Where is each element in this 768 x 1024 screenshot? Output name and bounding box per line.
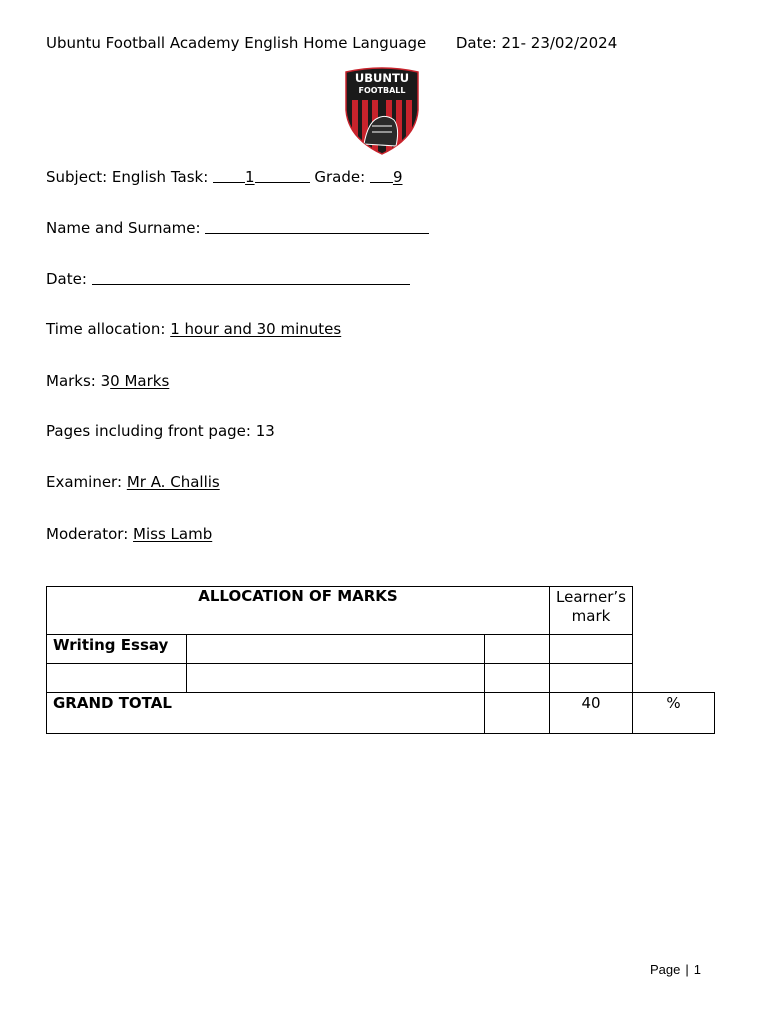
empty-label-cell[interactable]	[47, 664, 187, 693]
allocation-header: ALLOCATION OF MARKS	[47, 587, 550, 635]
moderator-label: Moderator:	[46, 525, 129, 543]
grand-total-value: 40	[550, 693, 633, 734]
moderator-value: Miss Lamb	[133, 525, 213, 543]
task-value: 1	[245, 168, 255, 186]
examiner-line	[46, 473, 220, 491]
task-blank-right[interactable]	[255, 168, 310, 183]
grade-blank[interactable]	[370, 168, 393, 183]
document-header	[46, 34, 617, 52]
name-line	[46, 218, 429, 237]
name-field[interactable]	[205, 219, 429, 234]
empty-total-cell[interactable]	[485, 664, 550, 693]
table-row	[47, 664, 715, 693]
page-separator: |	[685, 962, 689, 977]
pages-line	[46, 422, 275, 440]
grand-total-row	[47, 693, 715, 734]
examiner-value: Mr A. Challis	[126, 473, 220, 491]
grand-total-label: GRAND TOTAL	[47, 693, 485, 734]
grade-value: 9	[392, 168, 403, 186]
header-date: Date: 21- 23/02/2024	[455, 34, 618, 52]
table-header-row	[47, 587, 715, 635]
marks-value: 0 Marks	[110, 372, 170, 390]
table-row	[47, 635, 715, 664]
time-label: Time allocation:	[46, 320, 166, 338]
time-line	[46, 320, 341, 338]
examiner-label: Examiner:	[46, 473, 123, 491]
grade-label: Grade:	[314, 168, 366, 186]
moderator-line	[46, 525, 212, 543]
header-title: Ubuntu Football Academy English Home Language	[46, 34, 427, 52]
subject-label: Subject: English Task:	[46, 168, 209, 186]
logo-text-line1: UBUNTU	[354, 71, 410, 85]
ubuntu-football-logo	[342, 66, 422, 156]
empty-learner-mark[interactable]	[550, 664, 633, 693]
marks-label: Marks: 3	[46, 372, 111, 390]
task-blank-left[interactable]	[213, 168, 245, 183]
logo-text-line2: FOOTBALL	[358, 86, 406, 95]
writing-essay-label: Writing Essay	[47, 635, 187, 664]
allocation-of-marks-table	[46, 586, 715, 734]
date-field[interactable]	[92, 270, 410, 285]
empty-cell[interactable]	[187, 664, 485, 693]
pages-label: Pages including front page: 13	[46, 422, 275, 440]
writing-essay-total-cell[interactable]	[485, 635, 550, 664]
name-label: Name and Surname:	[46, 219, 201, 237]
time-value: 1 hour and 30 minutes	[170, 320, 342, 338]
learner-mark-header: Learner’s mark	[550, 587, 633, 635]
writing-essay-learner-mark[interactable]	[550, 635, 633, 664]
page-label: Page	[650, 962, 681, 977]
subject-line	[46, 167, 403, 186]
grand-total-score-cell[interactable]	[485, 693, 550, 734]
date-label: Date:	[46, 270, 87, 288]
date-line	[46, 269, 410, 288]
page-number: 1	[693, 962, 701, 977]
percent-cell[interactable]: %	[633, 693, 715, 734]
marks-line	[46, 372, 169, 390]
page-footer	[650, 962, 701, 977]
writing-essay-cell[interactable]	[187, 635, 485, 664]
